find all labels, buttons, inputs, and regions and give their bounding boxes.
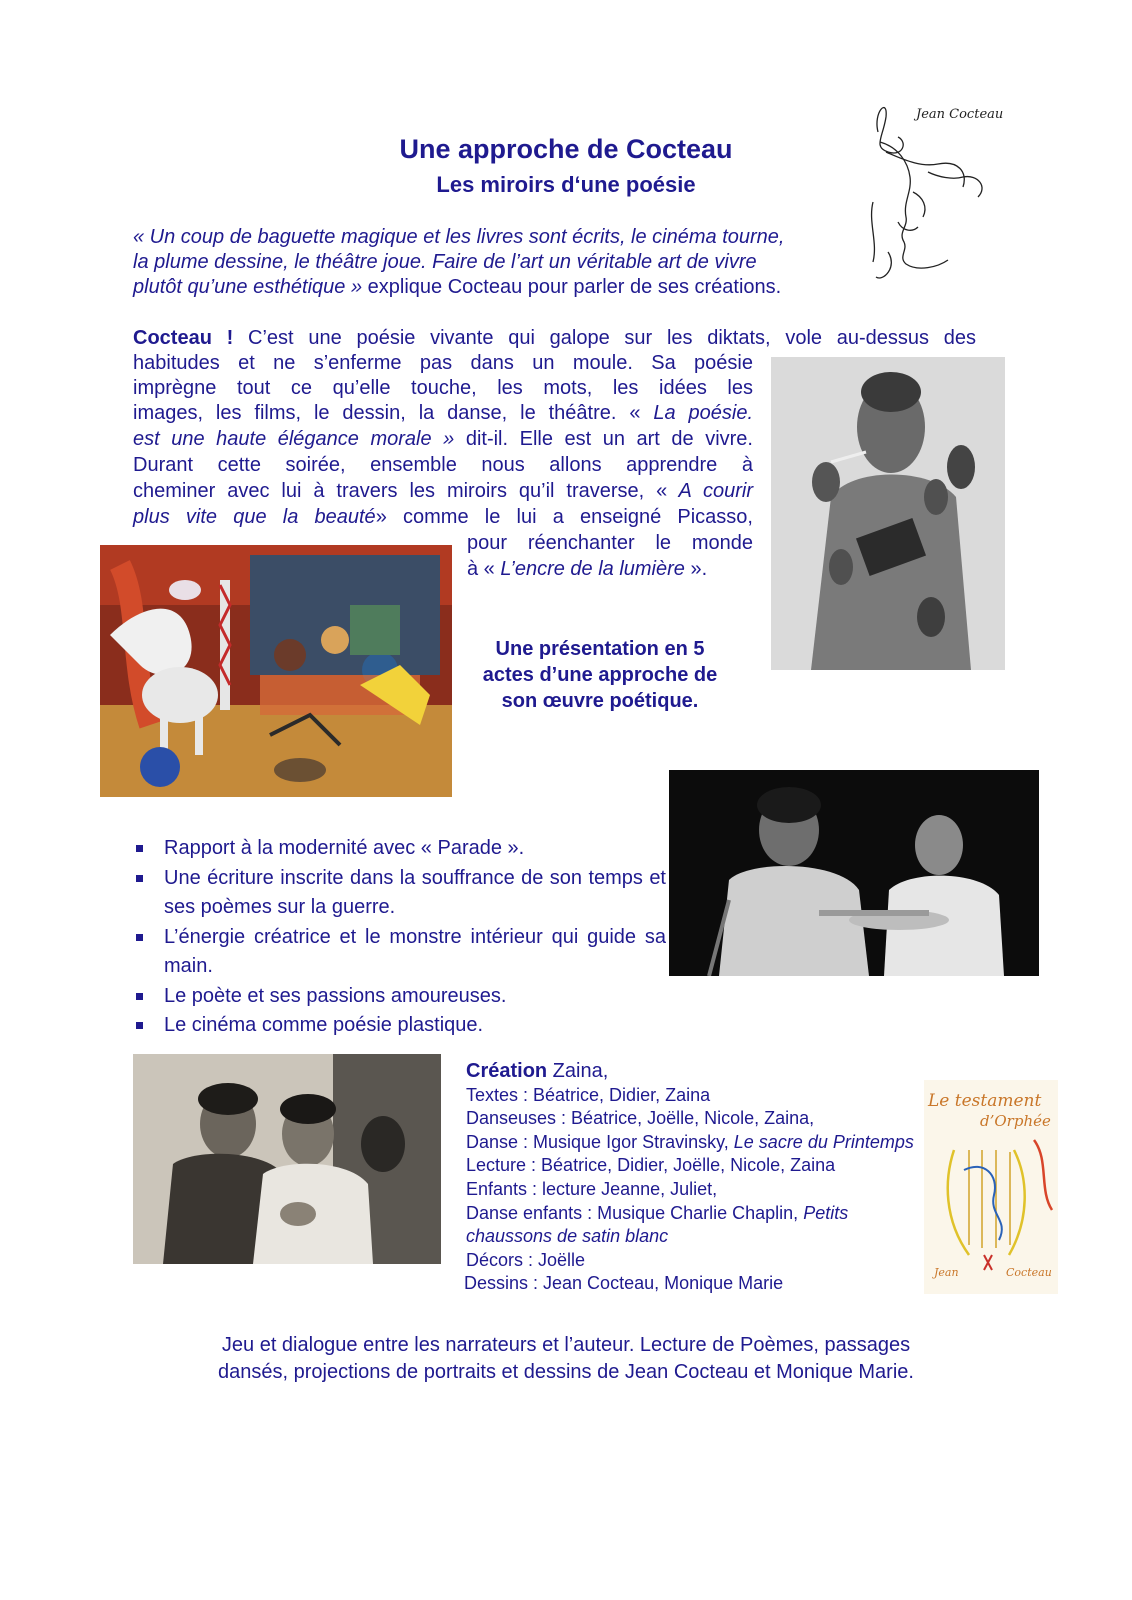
credits-creation [466,1060,914,1084]
bullet-square-icon [136,993,143,1000]
credits-danse-enfants-italic-1: Petits [803,1202,849,1223]
cafe-photo [669,770,1039,976]
credits-enfants: Enfants : lecture Jeanne, Juliet, [466,1178,718,1199]
parade-painting [100,545,452,797]
intro-line-10-plain: à « [467,558,501,580]
intro-line-5-italic: est une haute élégance morale » [133,428,455,450]
credits-textes: Textes : Béatrice, Didier, Zaina [466,1084,711,1105]
list-item [136,982,666,1012]
closing-line-2: dansés, projections de portraits et dessins de Jean Cocteau et Monique Marie. [218,1361,914,1383]
credits-danse-enfants-italic-2: chaussons de satin blanc [466,1226,669,1247]
list-item-text: Une écriture inscrite dans la souffrance de son temps et ses poèmes sur la guerre. [164,866,666,918]
credits-lecture: Lecture : Béatrice, Didier, Joëlle, Nicole, Zaina [466,1155,836,1176]
intro-line-1 [133,327,976,350]
credits-creation-name: Zaina, [547,1060,609,1082]
signature-text: Jean Cocteau [916,107,1004,122]
quote-line-3 [133,276,781,299]
intro-line-4 [133,402,753,425]
intro-line-3: imprègne tout ce qu’elle touche, les mots, les idées les [133,377,753,399]
list-item-text: L’énergie créatrice et le monstre intérieur qui guide sa main. [164,925,666,977]
page-title: Une approche de Cocteau [399,134,733,164]
closing-line-1: Jeu et dialogue entre les narrateurs et l’auteur. Lecture de Poèmes, passages [221,1334,911,1356]
intro-line-5 [133,428,753,451]
poster-bottom-1: Jean [934,1266,959,1279]
credits-decors: Décors : Joëlle [466,1249,586,1270]
list-item-text: Le poète et ses passions amoureuses. [164,984,507,1007]
poster-title-line-2: d’Orphée [980,1112,1051,1130]
intro-line-8-plain: » comme le lui a enseigné Picasso, [375,506,753,528]
list-item [136,864,666,923]
cocteau-signature-sketch [868,92,1038,292]
quote-line-3-italic: plutôt qu’une esthétique » [133,276,363,298]
testament-orphee-poster [924,1080,1058,1294]
page-subtitle: Les miroirs d‘une poésie [436,172,696,197]
intro-line-10-end: ». [684,558,708,580]
intro-line-10 [467,558,707,581]
presentation-line-3: son œuvre poétique. [501,690,699,712]
poster-bottom-2: Cocteau [1006,1266,1052,1279]
bullet-square-icon [136,1022,143,1029]
credits-danse-enfants-line-2 [466,1225,914,1249]
cocteau-portrait-photo [771,357,1005,670]
credits-dessins: Dessins : Jean Cocteau, Monique Marie [464,1273,784,1294]
bullet-square-icon [136,875,143,882]
quote-line-1: « Un coup de baguette magique et les livres sont écrits, le cinéma tourne, [133,226,785,248]
intro-line-7 [133,480,753,503]
closing-paragraph [0,1332,1132,1386]
intro-line-7-italic: A courir [667,480,754,502]
list-item-text: Rapport à la modernité avec « Parade ». [164,837,525,859]
intro-bold: Cocteau ! [133,327,234,349]
intro-line-1-text: C’est une poésie vivante qui galope sur les diktats, vole au-dessus des [233,327,977,349]
credits-danse-enfants-plain: Danse enfants : Musique Charlie Chaplin, [466,1202,804,1223]
intro-line-7-plain: cheminer avec lui à travers les miroirs qu’il traverse, « [133,480,668,502]
intro-line-8-italic: plus vite que la beauté [133,506,376,528]
list-item [136,834,666,864]
film-still-photo [133,1054,441,1264]
intro-line-2: habitudes et ne s’enferme pas dans un moule. Sa poésie [133,352,753,374]
bullet-square-icon [136,934,143,941]
intro-line-4-italic: La poésie. [640,402,753,424]
intro-line-4-plain: images, les films, le dessin, la danse, le théâtre. « [133,402,641,424]
credits-danseuses: Danseuses : Béatrice, Joëlle, Nicole, Zaina, [466,1108,815,1129]
quote-line-2: la plume dessine, le théâtre joue. Faire de l’art un véritable art de vivre [133,251,757,273]
intro-line-8 [133,506,753,529]
bullet-square-icon [136,845,143,852]
credits-danse-plain: Danse : Musique Igor Stravinsky, [466,1131,734,1152]
presentation-note [455,636,745,714]
poster-title-line-1: Le testament [928,1091,1042,1111]
presentation-line-2: actes d’une approche de [482,664,718,686]
quote-line-3-plain: explique Cocteau pour parler de ses créations. [362,276,782,298]
intro-line-5-plain: dit-il. Elle est un art de vivre. [454,428,753,450]
intro-line-6: Durant cette soirée, ensemble nous allons apprendre à [133,454,753,476]
credits-block [466,1060,914,1296]
intro-line-10-italic: L’encre de la lumière [500,558,685,580]
list-item [136,923,666,982]
credits-danse [466,1131,914,1155]
list-item-text: Le cinéma comme poésie plastique. [164,1014,484,1036]
credits-creation-label: Création [466,1060,548,1082]
acts-list [136,834,666,1041]
intro-line-9: pour réenchanter le monde [467,532,753,554]
credits-danse-enfants [466,1202,914,1226]
credits-danse-italic: Le sacre du Printemps [733,1131,914,1152]
list-item [136,1011,666,1041]
presentation-line-1: Une présentation en 5 [495,638,705,660]
